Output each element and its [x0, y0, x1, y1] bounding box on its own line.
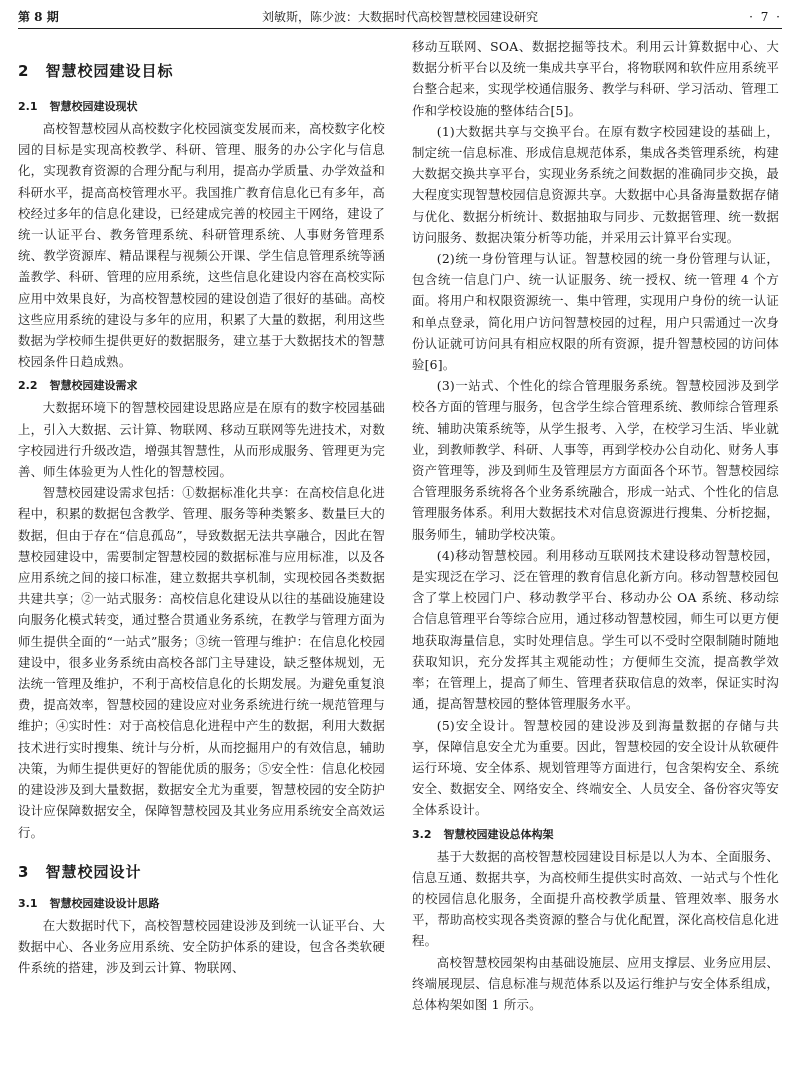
subsection-number: 2.2: [18, 379, 38, 393]
subsection-title: 智慧校园建设现状: [49, 100, 138, 113]
subsection-title: 智慧校园建设设计思路: [49, 896, 160, 910]
subsection-title: 智慧校园建设总体构架: [443, 827, 554, 841]
subsection-number: 3.1: [18, 896, 38, 910]
right-column: [412, 36, 779, 1076]
subsection-number: 2.1: [18, 100, 38, 113]
paragraph: 基于大数据的高校智慧校园建设目标是以人为本、全面服务、信息互通、数据共享，为高校师生提供实时高效、一站式与个性化的校园信息化服务，全面提升高校教学质量、管理效率、服务水平，帮助高校实现各类资源的整合与优化配置，深化高校信息化进程。: [412, 848, 779, 949]
page-number: · 7 ·: [749, 10, 782, 24]
running-header: [18, 6, 782, 29]
subsection-title: 智慧校园建设需求: [49, 379, 138, 393]
section-title: 智慧校园设计: [45, 862, 142, 881]
paragraph: 大数据环境下的智慧校园建设思路应是在原有的数字校园基础上，引入大数据、云计算、物联网、移动互联网等先进技术，对数字校园进行升级改造，增强其智慧性，从而形成服务、管理更为完善、师生体验更为人性化的智慧校园。: [18, 400, 385, 480]
paragraph: 智慧校园建设需求包括：①数据标准化共享：在高校信息化进程中，积累的数据包含教学、管理、服务等种类繁多、数量巨大的数据，但由于存在“信息孤岛”，导致数据无法共享融合，因此在智慧校园建设中，需要制定智慧校园的数据标准与应用标准，以及各应用系统之间的接口标准，建立数据共享机制，实现校园各类数据共建共享；②一站式服务：高校信息化建设从以往的基础设施建设向服务化模式转变，通过整合贯通业务系统，在教学与管理方面为师生提供全面的“一站式”服务；③统一管理与维护：在信息化校园建设中，很多业务系统由高校各部门主导建设，缺乏整体规划，无法统一管理及维护，不利于高校信息化的长期发展。为避免重复浪费，提高效率，智慧校园的建设应对业务系统进行统一规范管理与维护；④实时性：对于高校信息化进程中产生的数据，利用大数据技术进行实时搜集、统计与分析，从而挖掘用户的有效信息，辅助决策，为师生提供更好的智能优质的服务；⑤安全性：信息化校园的建设涉及到大量数据，数据安全尤为重要，智慧校园的安全防护设计应保障数据安全，保障智慧校园及其业务应用系统安全高效运行。: [18, 485, 385, 840]
paragraph: 在大数据时代下，高校智慧校园建设涉及到统一认证平台、大数据中心、各业务应用系统、安全防护体系的建设，包含各类软硬件系统的搭建，涉及到云计算、物联网、: [18, 917, 385, 976]
issue-number: 第 8 期: [18, 10, 59, 24]
paragraph: (3)一站式、个性化的综合管理服务系统。智慧校园涉及到学校各方面的管理与服务，包含学生综合管理系统、教师综合管理系统、辅助决策系统等，从学生报考、入学，在校学习生活、毕业就业，到教师教学、科研、人事等，再到学校办公自动化、财务人事资产管理等，涉及到师生及管理层方方面面各个环节。智慧校园综合管理服务系统将各个业务系统融合，形成一站式、个性化的信息管理服务体系。利用大数据技术对信息资源进行搜集、分析挖掘，服务师生，辅助学校决策。: [412, 378, 779, 542]
section-number: 3: [18, 862, 30, 881]
left-column: [18, 36, 385, 1076]
section-title: 智慧校园建设目标: [45, 62, 174, 80]
paragraph: (5)安全设计。智慧校园的建设涉及到海量数据的存储与共享，保障信息安全尤为重要。因此，智慧校园的安全设计从软硬件运行环境、安全体系、规划管理等方面进行，包含架构安全、系统安全、数据安全、网络安全、终端安全、人员安全、备份容灾等安全体系设计。: [412, 717, 779, 818]
section-number: 2: [18, 62, 30, 80]
subsection-heading: [18, 378, 385, 394]
running-title: 刘敏斯，陈少波：大数据时代高校智慧校园建设研究: [261, 10, 538, 24]
paragraph: (2)统一身份管理与认证。智慧校园的统一身份管理与认证，包含统一信息门户、统一认证服务、统一授权、统一管理 4 个方面。将用户和权限资源统一、集中管理，实现用户身份的统一认证和单点登录，简化用户访问智慧校园的过程，用户只需通过一次身份认证就可访问具有相应权限的所有资源，提升智慧校园的访问体验[6]。: [412, 251, 779, 373]
paragraph: 移动互联网、SOA、数据挖掘等技术。利用云计算数据中心、大数据分析平台以及统一集成共享平台，将物联网和软件应用系统平台整合起来，实现学校通信服务、教学与科研、学习活动、管理工作和学校设施的整体结合[5]。: [412, 39, 779, 118]
paragraph: 高校智慧校园架构由基础设施层、应用支撑层、业务应用层、终端展现层、信息标准与规范体系以及运行维护与安全体系组成，总体构架如图 1 所示。: [412, 954, 779, 1012]
paragraph: (4)移动智慧校园。利用移动互联网技术建设移动智慧校园，是实现泛在学习、泛在管理的教育信息化新方向。移动智慧校园包含了掌上校园门户、移动教学平台、移动办公 OA 系统、移动综合信息管理平台等综合应用，通过移动智慧校园，师生可以更方便地获取海量信息，实时处理信息。学生可以不受时空限制随时随地获取知识，充分发挥其主观能动性；方便师生交流，提高教学效率；在管理上，提高了师生、管理者获取信息的效率，保证实时沟通，提高智慧校园的整体管理服务水平。: [412, 547, 779, 712]
subsection-number: 3.2: [412, 827, 432, 841]
paragraph: 高校智慧校园从高校数字化校园演变发展而来，高校数字化校园的目标是实现高校教学、科研、管理、服务的办公字化与信息化，实现教育资源的合理分配与利用，提高办学质量、办学效益和科研水平，提高高校管理水平。我国推广教育信息化已有多年，高校经过多年的信息化建设，已经建成完善的校园主干网络，建设了统一认证平台、教务管理系统、科研管理系统、人事财务管理系统、教学资源库、精品课程与视频公开课、学生信息管理系统等涵盖教学、科研、管理的应用系统，这些信息化建设内容在高校实际应用中效果良好，为高校智慧校园的建设创造了很好的基础。高校这些应用系统的建设与多年的应用，积累了大量的数据，利用这些数据为学校师生提供更好的数据服务，建立基于大数据技术的智慧校园条件日趋成熟。: [18, 121, 385, 370]
subsection-heading: [18, 99, 385, 115]
section-heading: [18, 60, 385, 81]
section-heading: [18, 861, 385, 882]
subsection-heading: [18, 896, 385, 912]
subsection-heading: [412, 827, 779, 843]
paragraph: (1)大数据共享与交换平台。在原有数字校园建设的基础上，制定统一信息标准、形成信息规范体系，集成各类管理系统，构建大数据交换共享平台，实现业务系统之间数据的准确同步交换，最大程度实现智慧校园信息资源共享。大数据中心具备海量数据存储与优化、数据分析统计、数据抽取与同步、元数据管理、统一数据访问服务、数据决策分析等功能，并采用云计算平台实现。: [412, 123, 779, 245]
